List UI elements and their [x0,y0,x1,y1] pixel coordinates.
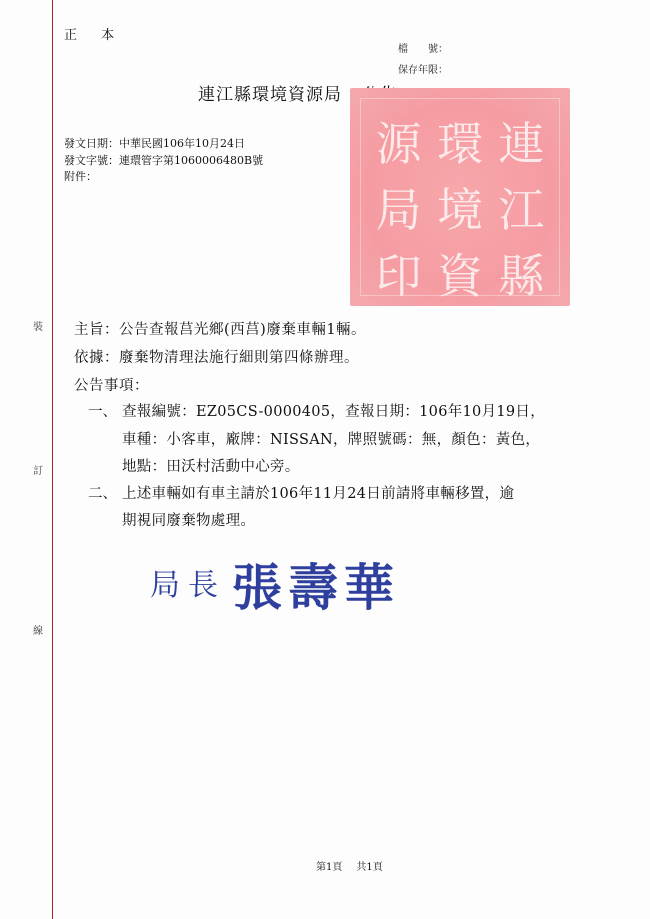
file-number-label: 檔 號： [398,44,448,55]
seal-char: 源 [375,117,422,171]
director-signature [150,548,400,620]
seal-char: 印 [375,249,422,303]
seal-characters [368,108,552,303]
page-number [316,858,397,873]
seal-char: 局 [375,183,422,237]
issue-number: 發文字號：連環管字第1060006480B號 [64,154,264,167]
binding-line [52,0,53,919]
seal-char: 環 [436,117,483,171]
item-line: 查報編號：EZ05CS-0000405，查報日期：106年10月19日， [122,404,546,420]
basis: 依據：廢棄物清理法施行細則第四條辦理。 [74,350,359,366]
seal-char: 江 [498,183,545,237]
item-line: 車種：小客車，廠牌：NISSAN，牌照號碼：無，顏色：黃色， [122,432,541,448]
subject: 主旨：公告查報莒光鄉(西莒)廢棄車輛1輛。 [74,322,367,338]
binding-mark-zhuang: 裝 [33,322,43,333]
issue-date: 發文日期：中華民國106年10月24日 [64,137,245,150]
file-number [398,40,450,55]
retention-period [398,61,450,76]
seal-char: 縣 [498,249,545,303]
attachment: 附件： [64,170,97,183]
org-name: 連江縣環境資源局 [198,85,342,105]
retention-label: 保存年限： [398,65,448,76]
item-line: 地點：田沃村活動中心旁。 [122,459,300,475]
binding-mark-xian: 線 [33,626,43,637]
seal-char: 境 [436,183,483,237]
signature-name: 張壽華 [232,558,400,617]
page-current: 第1頁 [316,862,343,873]
item-line: 期視同廢棄物處理。 [122,513,256,529]
page-total: 共1頁 [356,862,383,873]
item-line: 上述車輛如有車主請於106年11月24日前請將車輛移置，逾 [122,486,515,502]
copy-mark: 正 本 [64,28,125,43]
item-number: 二、 [88,486,117,502]
item-number: 一、 [88,404,117,420]
seal-char: 連 [498,117,545,171]
binding-mark-ding: 訂 [33,466,43,477]
official-seal [350,88,570,306]
seal-char: 資 [436,249,483,303]
items-heading: 公告事項： [74,378,149,394]
signature-role: 局長 [150,568,226,603]
